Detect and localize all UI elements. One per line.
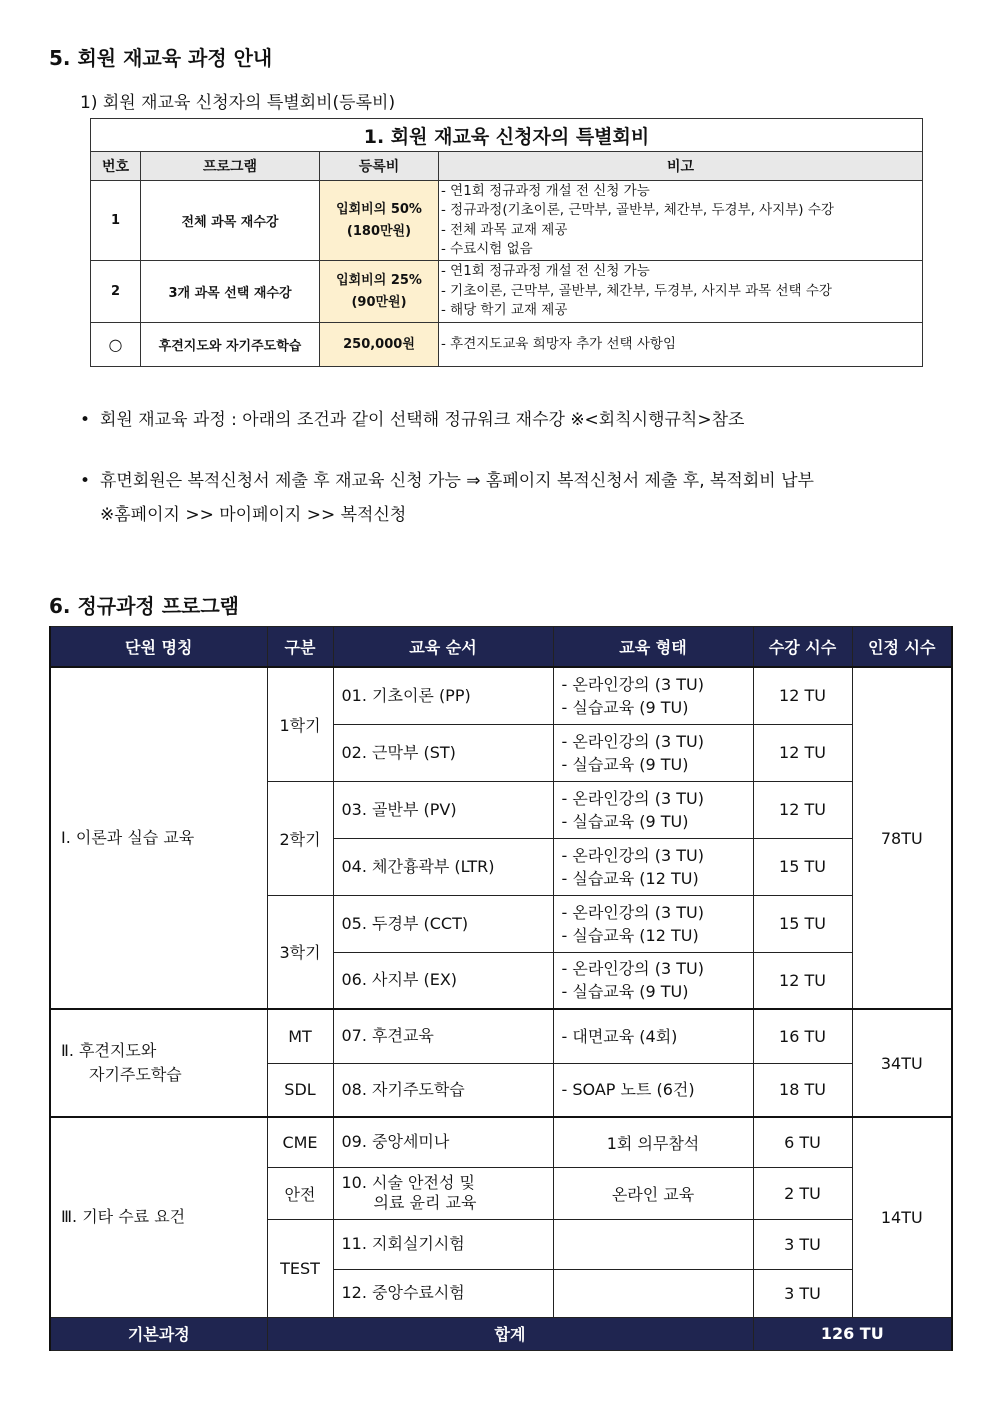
order-cell: 04. 체간흉곽부 (LTR) [333,838,553,895]
bullet-retraining [80,403,745,437]
fee-note: - 연1회 정규과정 개설 전 신청 가능 [441,182,650,199]
form-cell [553,724,753,781]
fee-row [91,181,923,261]
fee-header-no: 번호 [91,152,141,181]
bullet-dot-icon: • [80,410,91,430]
bullet-text: 회원 재교육 과정 : 아래의 조건과 같이 선택해 정규워크 재수강 ※<회칙시행규칙>참조 [100,410,745,430]
order-line2: 의료 윤리 교육 [373,1193,477,1212]
fee-row-notes [439,261,923,323]
fee-amount-detail: (90만원) [351,294,407,310]
unit2-name-line1: Ⅱ. 후견지도와 [61,1041,157,1060]
form-cell [553,838,753,895]
type-cell: SDL [267,1063,333,1117]
term2: 2학기 [267,781,333,895]
order-line1: 10. 시술 안전성 및 [341,1173,475,1192]
fee-row-program: 3개 과목 선택 재수강 [141,261,320,323]
unit2-name-line2: 자기주도학습 [89,1065,182,1084]
fee-header-program: 프로그램 [141,152,320,181]
fee-row-no: ○ [91,323,141,367]
unit3-name: Ⅲ. 기타 수료 요건 [50,1117,267,1317]
fee-row [91,323,923,367]
fee-row-no: 1 [91,181,141,261]
unit2-name [50,1009,267,1117]
fee-table [90,118,923,367]
fee-note: - 기초이론, 근막부, 골반부, 체간부, 두경부, 사지부 과목 선택 수강 [441,282,832,299]
form-cell [553,952,753,1009]
fee-amount: 입회비의 25% [336,272,422,288]
order-cell: 07. 후견교육 [333,1009,553,1063]
form-line: - 온라인강의 (3 TU) [561,788,704,808]
hours-cell: 15 TU [753,838,852,895]
fee-row-notes [439,323,923,367]
fee-note: - 후견지도교육 희망자 추가 선택 사항임 [441,335,676,352]
term3: 3학기 [267,895,333,1009]
hours-cell: 15 TU [753,895,852,952]
fee-amount: 입회비의 50% [336,201,422,217]
form-line: - 실습교육 (12 TU) [561,925,699,945]
fee-note: - 전체 과목 교재 제공 [441,221,568,238]
type-cell: 안전 [267,1167,333,1219]
order-cell: 09. 중앙세미나 [333,1117,553,1167]
form-line: - 온라인강의 (3 TU) [561,845,704,865]
order-cell: 11. 지회실기시험 [333,1219,553,1269]
form-line: - 실습교육 (9 TU) [561,811,689,831]
form-line: - 온라인강의 (3 TU) [561,902,704,922]
form-cell: - 대면교육 (4회) [553,1009,753,1063]
bullet-text: 휴면회원은 복적신청서 제출 후 재교육 신청 가능 ⇒ 홈페이지 복적신청서 제출 후, 복적회비 납부 [100,471,814,491]
fee-note: - 해당 학기 교재 제공 [441,302,568,319]
fee-note: - 수료시험 없음 [441,241,533,257]
header-type: 구분 [267,627,333,668]
form-cell-empty [553,1219,753,1269]
form-line: - 실습교육 (9 TU) [561,754,689,774]
form-line: - 실습교육 (12 TU) [561,868,699,888]
order-cell: 06. 사지부 (EX) [333,952,553,1009]
form-line: - 온라인강의 (3 TU) [561,731,704,751]
hours-cell: 2 TU [753,1167,852,1219]
order-cell: 05. 두경부 (CCT) [333,895,553,952]
hours-cell: 12 TU [753,724,852,781]
fee-row-notes [439,181,923,261]
section5-subtitle: 1) 회원 재교육 신청자의 특별회비(등록비) [80,93,396,113]
hours-cell: 6 TU [753,1117,852,1167]
hours-cell: 3 TU [753,1219,852,1269]
fee-row-fee: 250,000원 [320,323,439,367]
fee-header-fee: 등록비 [320,152,439,181]
unit1-name: Ⅰ. 이론과 실습 교육 [50,667,267,1009]
bullet-text-continued: ※홈페이지 >> 마이페이지 >> 복적신청 [100,505,407,525]
hours-cell: 16 TU [753,1009,852,1063]
form-cell: 1회 의무참석 [553,1117,753,1167]
order-cell: 01. 기초이론 (PP) [333,667,553,724]
section5-title: 5. 회원 재교육 과정 안내 [49,46,273,70]
fee-note: - 정규과정(기초이론, 근막부, 골반부, 체간부, 두경부, 사지부) 수강 [441,202,834,218]
fee-amount-detail: (180만원) [346,223,412,239]
unit3-credit: 14TU [852,1117,952,1317]
term1: 1학기 [267,667,333,781]
unit2-credit: 34TU [852,1009,952,1117]
form-cell [553,781,753,838]
form-line: - 실습교육 (9 TU) [561,982,689,1002]
header-credit: 인정 시수 [852,627,952,668]
fee-row-fee [320,261,439,323]
hours-cell: 12 TU [753,781,852,838]
table-row [50,667,952,724]
hours-cell: 3 TU [753,1269,852,1317]
table-row [50,1009,952,1063]
header-form: 교육 형태 [553,627,753,668]
type-cell: TEST [267,1219,333,1317]
footer-total: 126 TU [753,1317,952,1350]
fee-row [91,261,923,323]
order-cell: 02. 근막부 (ST) [333,724,553,781]
header-hours: 수강 시수 [753,627,852,668]
form-cell [553,667,753,724]
type-cell: MT [267,1009,333,1063]
form-cell: 온라인 교육 [553,1167,753,1219]
section6-title: 6. 정규과정 프로그램 [49,594,239,618]
header-unit-name: 단원 명칭 [50,627,267,668]
bullet-dormant [80,464,814,532]
form-cell: - SOAP 노트 (6건) [553,1063,753,1117]
fee-note: - 연1회 정규과정 개설 전 신청 가능 [441,263,650,280]
hours-cell: 18 TU [753,1063,852,1117]
fee-header-note: 비고 [439,152,923,181]
order-cell: 12. 중앙수료시험 [333,1269,553,1317]
form-line: - 온라인강의 (3 TU) [561,959,704,979]
header-order: 교육 순서 [333,627,553,668]
footer-sum-label: 합계 [267,1317,753,1350]
type-cell: CME [267,1117,333,1167]
footer-label: 기본과정 [50,1317,267,1350]
unit1-credit: 78TU [852,667,952,1009]
fee-row-program: 전체 과목 재수강 [141,181,320,261]
bullet-dot-icon: • [80,471,91,491]
form-line: - 실습교육 (9 TU) [561,697,689,717]
table-row [50,1117,952,1167]
order-cell [333,1167,553,1219]
fee-row-program: 후견지도와 자기주도학습 [141,323,320,367]
order-cell: 08. 자기주도학습 [333,1063,553,1117]
hours-cell: 12 TU [753,667,852,724]
fee-row-no: 2 [91,261,141,323]
order-cell: 03. 골반부 (PV) [333,781,553,838]
program-table [49,626,953,1351]
fee-row-fee [320,181,439,261]
fee-table-caption: 1. 회원 재교육 신청자의 특별회비 [91,119,923,152]
form-cell-empty [553,1269,753,1317]
hours-cell: 12 TU [753,952,852,1009]
form-cell [553,895,753,952]
form-line: - 온라인강의 (3 TU) [561,674,704,694]
